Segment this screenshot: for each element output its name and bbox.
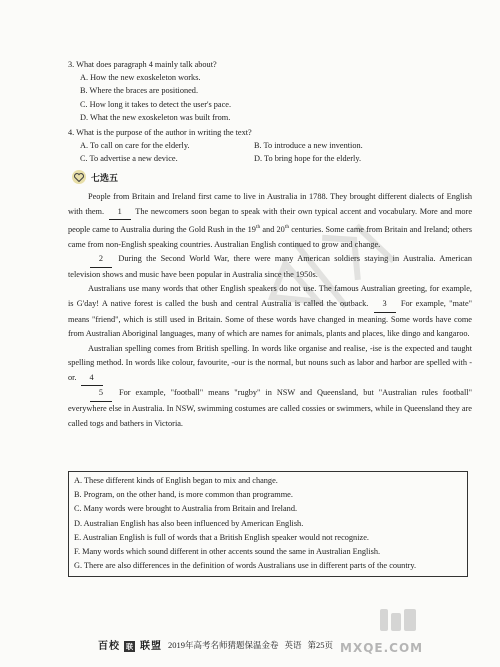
brand-logo xyxy=(98,637,162,652)
option-c[interactable]: C. To advertise a new device. xyxy=(80,154,178,164)
brand-text: 百校 xyxy=(98,641,120,652)
heart-icon xyxy=(72,170,86,184)
paragraph-2 xyxy=(68,252,472,282)
blank-5[interactable]: 5 xyxy=(90,386,112,402)
text: centuries. Some came from Britain and Ireland; others came from non-English speaking countries. Australian English continued to grow and change. xyxy=(68,224,472,249)
option-d[interactable]: D. To bring hope for the elderly. xyxy=(254,154,362,164)
superscript: th xyxy=(255,224,261,231)
option-c[interactable]: C. How long it takes to detect the user's pace. xyxy=(80,99,232,109)
paragraph-1 xyxy=(68,190,472,252)
text: During the Second World War, there were many American soldiers staying in Australia. American television shows and music have been popular in Australia since the 1950s. xyxy=(68,254,473,279)
choice-g[interactable]: G. There are also differences in the definition of words Australians use in different parts of the country. xyxy=(74,561,417,571)
choice-b[interactable]: B. Program, on the other hand, is more common than programme. xyxy=(74,490,293,500)
choice-e[interactable]: E. Australian English is full of words that a British English speaker would not recognize. xyxy=(74,532,369,542)
blank-2[interactable]: 2 xyxy=(90,252,112,268)
text: For example, "mate" means "friend", which is still used in Britain. Some of these words have changed in meaning. Some words have come from Australian Aboriginal languages, many of which are names for animals, plants and places, like dingo and kangaroo. xyxy=(68,298,473,339)
option-row xyxy=(68,152,468,165)
question-3 xyxy=(68,58,468,124)
text: Australians use many words that other English speakers do not use. The famous Australian greeting, for example, is G'day! A native forest is called the bush and central Australia is called the outback. xyxy=(68,284,472,308)
choice-d[interactable]: D. Australian English has also been influenced by American English. xyxy=(74,518,304,528)
page-number: 第25页 xyxy=(307,639,334,650)
text: Australian spelling comes from British spelling. In words like organise and realise, -ise is the expected and taught spelling method. In words like colour, favourite, -our is the normal, but nouns such as labor and harbor are spelled with -or. xyxy=(68,343,472,382)
text: The newcomers soon began to speak with their own typical accent and vocabulary. More and more people came to Australia during the Gold Rush in the 19 xyxy=(68,206,473,234)
option-d[interactable]: D. What the new exoskeleton was built from. xyxy=(80,112,231,122)
blank-4[interactable]: 4 xyxy=(81,371,103,387)
question-stem: 3. What does paragraph 4 mainly talk about? xyxy=(68,60,217,69)
watermark-text: MXQE.COM xyxy=(340,641,424,655)
choice-a[interactable]: A. These different kinds of English began to mix and change. xyxy=(74,476,278,485)
option-a[interactable]: A. To call on care for the elderly. xyxy=(80,141,190,151)
question-4 xyxy=(68,126,468,166)
paragraph-4 xyxy=(68,342,472,387)
option-a[interactable]: A. How the new exoskeleton works. xyxy=(80,73,201,83)
blank-3[interactable]: 3 xyxy=(374,297,396,313)
blank-1[interactable]: 1 xyxy=(109,205,131,221)
section-header xyxy=(72,170,118,184)
exam-title: 2019年高考名师猜题保温金卷 xyxy=(167,639,279,650)
choices-box xyxy=(68,471,468,577)
option-row xyxy=(68,139,468,152)
text: and 20 xyxy=(260,224,285,234)
section-title: 七选五 xyxy=(91,173,119,184)
superscript: th xyxy=(284,224,290,231)
question-stem: 4. What is the purpose of the author in writing the text? xyxy=(68,128,252,137)
option-b[interactable]: B. Where the braces are positioned. xyxy=(80,86,199,96)
choice-c[interactable]: C. Many words were brought to Australia from Britain and Ireland. xyxy=(74,504,298,514)
subject-label: 英语 xyxy=(284,639,302,650)
option-b[interactable]: B. To introduce a new invention. xyxy=(254,141,363,151)
text: People from Britain and Ireland first came to live in Australia in 1788. They brought different dialects of English with them. xyxy=(68,192,472,216)
paragraph-5 xyxy=(68,386,472,431)
watermark-logo-icon xyxy=(295,605,425,645)
text: For example, "football" means "rugby" in NSW and Queensland, but "Australian rules football" everywhere else in Australia. In NSW, swimming costumes are called cossies or swimmers, while in Queensland they are called togs and bathers in Victoria. xyxy=(68,388,472,428)
brand-text: 联盟 xyxy=(139,641,162,652)
brand-box-icon: 联 xyxy=(125,642,134,651)
paragraph-3 xyxy=(68,282,472,341)
reading-passage xyxy=(68,190,472,431)
choice-f[interactable]: F. Many words which sound different in other accents sound the same in Australian English. xyxy=(74,547,381,557)
